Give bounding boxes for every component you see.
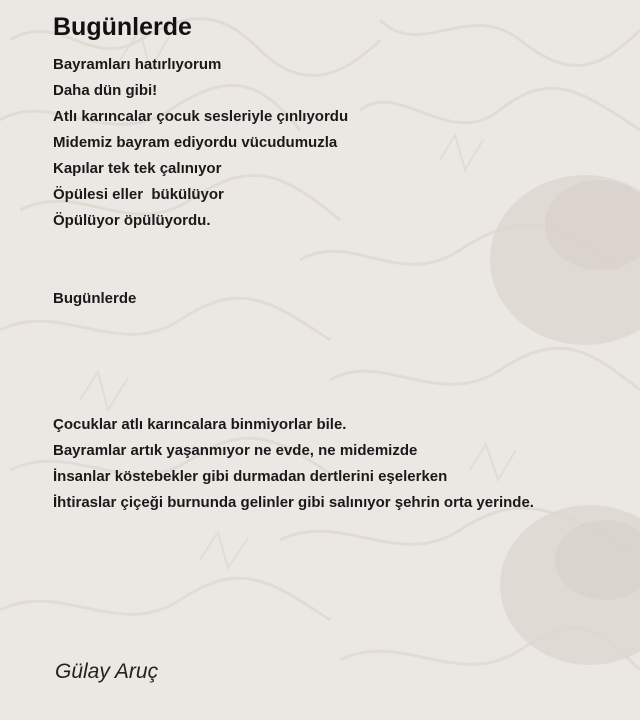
poem-line: Öpülüyor öpülüyordu. — [53, 212, 211, 229]
poem-line: Bayramlar artık yaşanmıyor ne evde, ne midemizde — [53, 442, 418, 459]
poem-line: Bugünlerde — [53, 290, 137, 307]
poem-line: Öpülesi eller bükülüyor — [53, 186, 224, 203]
poem-line: Çocuklar atlı karıncalara binmiyorlar bile. — [53, 416, 347, 433]
stanza-3 — [53, 412, 534, 516]
poem-title: Bugünlerde — [53, 13, 192, 41]
poem-line: İnsanlar köstebekler gibi durmadan dertlerini eşelerken — [53, 468, 448, 485]
stanza-1 — [53, 52, 348, 234]
poem-line: Bayramları hatırlıyorum — [53, 56, 222, 73]
poem-line: Daha dün gibi! — [53, 82, 158, 99]
poem-author: Gülay Aruç — [55, 660, 159, 683]
stanza-2 — [53, 286, 136, 312]
poem-line: Atlı karıncalar çocuk sesleriyle çınlıyordu — [53, 108, 349, 125]
poem-line: Kapılar tek tek çalınıyor — [53, 160, 222, 177]
poem-line: İhtiraslar çiçeği burnunda gelinler gibi salınıyor şehrin orta yerinde. — [53, 494, 534, 511]
poem-line: Midemiz bayram ediyordu vücudumuzla — [53, 134, 338, 151]
